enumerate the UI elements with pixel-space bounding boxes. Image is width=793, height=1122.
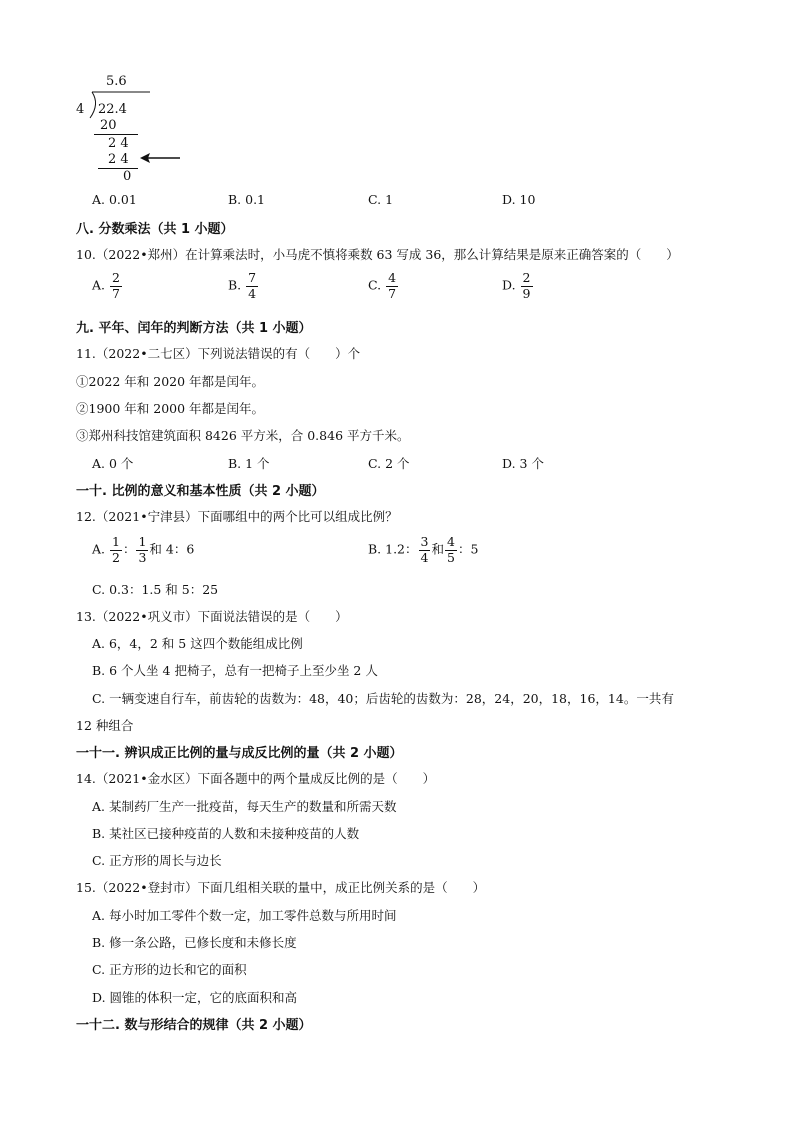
division-quotient: 5.6 [106,74,127,89]
fraction: $\frac{1}{2}$ [112,534,120,565]
q12-option-b [368,536,478,564]
option-letter: B. 1.2： [368,541,418,557]
q14-option-a: A. 某制药厂生产一批疫苗，每天生产的数量和所需天数 [92,799,397,814]
q14-option-c: C. 正方形的周长与边长 [92,853,222,868]
q11-stem: 11.（2022•二七区）下列说法错误的有（ ）个 [76,346,361,361]
q14-option-b: B. 某社区已接种疫苗的人数和未接种疫苗的人数 [92,826,360,841]
division-step1: 20 [100,118,117,133]
arrow-left-icon [138,151,182,165]
q10-option-c [368,272,399,300]
q15-option-d: D. 圆锥的体积一定，它的底面积和高 [92,990,298,1005]
fraction: $\frac{4}{7}$ [388,270,397,301]
option-tail: ：5 [457,541,479,557]
option-letter: D. [502,277,516,293]
q11-item-2: ②1900 年和 2000 年都是闰年。 [76,401,265,416]
q15-option-a: A. 每小时加工零件个数一定，加工零件总数与所用时间 [92,908,397,923]
q15-option-b: B. 修一条公路，已修长度和未修长度 [92,935,297,950]
q11-option-d: D. 3 个 [502,456,544,471]
division-divisor: 4 [76,102,85,117]
q9-option-a: A. 0.01 [92,192,137,207]
option-letter: C. [368,277,382,293]
option-letter: A. [92,277,106,293]
fraction: $\frac{3}{4}$ [420,534,429,565]
option-mid: 和 [431,541,444,557]
division-remainder1: 2 4 [108,136,129,151]
q14-stem: 14.（2021•金水区）下面各题中的两个量成反比例的是（ ） [76,771,436,786]
division-result: 0 [123,169,132,184]
colon: ： [122,541,136,557]
division-sub2: 2 4 [108,152,129,167]
section-heading-11: 一十一. 辨识成正比例的量与成反比例的量（共 2 小题） [76,746,403,761]
q11-option-c: C. 2 个 [368,456,410,471]
long-division-figure [70,72,190,184]
q12-option-a [92,536,194,564]
q15-option-c: C. 正方形的边长和它的面积 [92,962,247,977]
q9-option-d: D. 10 [502,192,536,207]
q11-option-b: B. 1 个 [228,456,270,471]
option-tail: 和 4：6 [149,541,195,557]
q13-option-c-line1: C. 一辆变速自行车，前齿轮的齿数为：48，40；后齿轮的齿数为：28，24，20，18，16，14。一共有 [92,691,674,706]
division-rule-2 [98,168,138,169]
q13-option-c-line2: 12 种组合 [76,718,134,733]
fraction: $\frac{2}{9}$ [522,270,531,301]
section-heading-10: 一十. 比例的意义和基本性质（共 2 小题） [76,484,325,499]
q15-stem: 15.（2022•登封市）下面几组相关联的量中，成正比例关系的是（ ） [76,880,486,895]
fraction: $\frac{1}{3}$ [138,534,147,565]
q10-option-b [228,272,259,300]
division-rule-1 [94,134,138,135]
q11-option-a: A. 0 个 [92,456,134,471]
section-heading-8: 八. 分数乘法（共 1 小题） [76,222,234,237]
q10-option-d [502,272,534,300]
q9-option-b: B. 0.1 [228,192,266,207]
q10-option-a [92,272,123,300]
option-letter: A. [92,541,106,557]
q11-item-3: ③郑州科技馆建筑面积 8426 平方米，合 0.846 平方千米。 [76,428,410,443]
q10-stem: 10.（2022•郑州）在计算乘法时，小马虎不慎将乘数 63 写成 36，那么计算结果是原来正确答案的（ ） [76,247,679,262]
q13-stem: 13.（2022•巩义市）下面说法错误的是（ ） [76,609,348,624]
q13-option-a: A. 6，4，2 和 5 这四个数能组成比例 [92,636,303,651]
q9-option-c: C. 1 [368,192,394,207]
fraction: $\frac{2}{7}$ [112,270,120,301]
fraction: $\frac{7}{4}$ [248,270,257,301]
q12-option-c: C. 0.3：1.5 和 5：25 [92,582,219,597]
q11-item-1: ①2022 年和 2020 年都是闰年。 [76,374,265,389]
fraction: $\frac{4}{5}$ [446,534,455,565]
section-heading-12: 一十二. 数与形结合的规律（共 2 小题） [76,1018,312,1033]
option-letter: B. [228,277,242,293]
q12-stem: 12.（2021•宁津县）下面哪组中的两个比可以组成比例？ [76,509,398,524]
division-dividend: 22.4 [98,102,127,117]
section-heading-9: 九. 平年、闰年的判断方法（共 1 小题） [76,321,312,336]
q13-option-b: B. 6 个人坐 4 把椅子，总有一把椅子上至少坐 2 人 [92,663,378,678]
